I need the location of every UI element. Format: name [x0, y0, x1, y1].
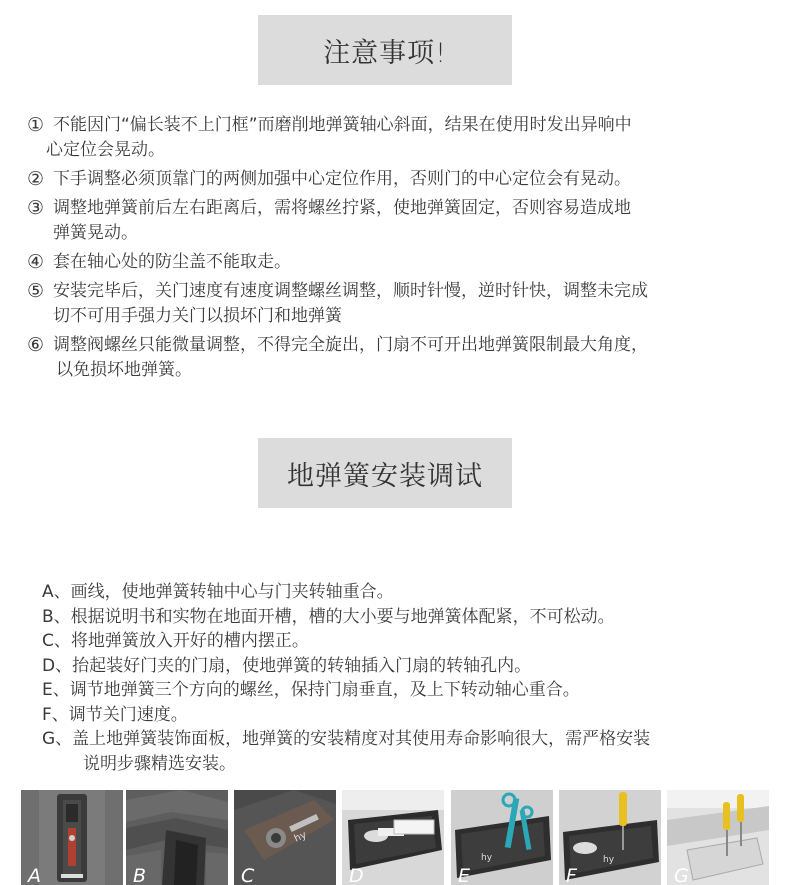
note-line: 安装完毕后，关门速度有速度调整螺丝调整，顺时针慢，逆时针快，调整未完成 — [53, 281, 648, 301]
note-number: ⑤ — [27, 280, 45, 302]
photo-label: B — [133, 865, 147, 885]
step-item — [42, 703, 787, 728]
step-item — [42, 580, 787, 605]
note-line: 弹簧晃动。 — [53, 223, 138, 243]
photo-g — [667, 790, 769, 885]
note-line: 心定位会晃动。 — [46, 140, 165, 160]
photo-label: C — [241, 865, 255, 885]
note-line: 套在轴心处的防尘盖不能取走。 — [53, 252, 291, 272]
step-line: E、调节地弹簧三个方向的螺丝，保持门扇垂直，及上下转动轴心重合。 — [42, 680, 580, 700]
svg-text:hy: hy — [603, 855, 615, 865]
note-number: ① — [27, 114, 45, 136]
note-line: 不能因门“偏长装不上门框”而磨削地弹簧轴心斜面，结果在使用时发出异响中 — [53, 115, 632, 135]
photo-a — [21, 790, 123, 885]
step-item — [42, 727, 787, 776]
install-photo-strip — [21, 790, 769, 885]
note-text — [53, 250, 767, 275]
step-line: C、将地弹簧放入开好的槽内摆正。 — [42, 631, 309, 651]
photo-label: G — [674, 865, 689, 885]
note-item — [27, 279, 767, 329]
photo-label: A — [28, 865, 41, 885]
install-steps-list — [42, 580, 787, 776]
photo-label: D — [349, 865, 364, 885]
note-line: 调整地弹簧前后左右距离后，需将螺丝拧紧，使地弹簧固定，否则容易造成地 — [53, 198, 631, 218]
note-item — [27, 113, 767, 163]
note-line: 调整阀螺丝只能微量调整，不得完全旋出，门扇不可开出地弹簧限制最大角度， — [53, 335, 648, 355]
step-line: F、调节关门速度。 — [42, 704, 188, 725]
step-line: D、抬起装好门夹的门扇，使地弹簧的转轴插入门扇的转轴孔内。 — [42, 655, 532, 676]
step-item — [42, 605, 787, 630]
note-number: ② — [27, 168, 45, 190]
step-line: A、画线，使地弹簧转轴中心与门夹转轴重合。 — [42, 582, 394, 602]
step-line: B、根据说明书和实物在地面开槽，槽的大小要与地弹簧体配紧，不可松动。 — [42, 606, 615, 627]
note-text — [53, 279, 767, 329]
note-number: ④ — [27, 251, 45, 273]
photo-label: F — [566, 865, 577, 885]
note-number: ③ — [27, 197, 45, 219]
note-item — [27, 196, 767, 246]
note-text — [46, 113, 767, 163]
photo-d — [342, 790, 444, 885]
svg-text:hy: hy — [481, 853, 493, 863]
notes-list — [27, 113, 767, 387]
svg-text:hy: hy — [292, 829, 309, 845]
photo-label: E — [458, 865, 471, 885]
photo-c — [234, 790, 336, 885]
step-item — [42, 678, 787, 703]
note-item — [27, 250, 767, 275]
section-title-notes — [258, 15, 512, 85]
note-text — [53, 196, 767, 246]
section-title-text: 地弹簧安装调试 — [287, 460, 483, 492]
note-line: 切不可用手强力关门以损坏门和地弹簧 — [53, 306, 342, 326]
photo-b — [126, 790, 228, 885]
photo-e — [451, 790, 553, 885]
note-text — [53, 333, 767, 383]
note-item — [27, 167, 767, 192]
note-line: 以免损坏地弹簧。 — [56, 360, 192, 380]
note-line: 下手调整必须顶靠门的两侧加强中心定位作用，否则门的中心定位会有晃动。 — [53, 169, 631, 189]
note-number: ⑥ — [27, 334, 45, 356]
step-line: G、盖上地弹簧装饰面板，地弹簧的安装精度对其使用寿命影响很大，需严格安装 — [42, 729, 651, 749]
step-line: 说明步骤精选安装。 — [83, 753, 236, 774]
step-item — [42, 654, 787, 679]
note-text — [53, 167, 767, 192]
section-title-install — [258, 438, 512, 508]
note-item — [27, 333, 767, 383]
section-title-text: 注意事项! — [323, 37, 447, 69]
step-item — [42, 629, 787, 654]
photo-f — [559, 790, 661, 885]
